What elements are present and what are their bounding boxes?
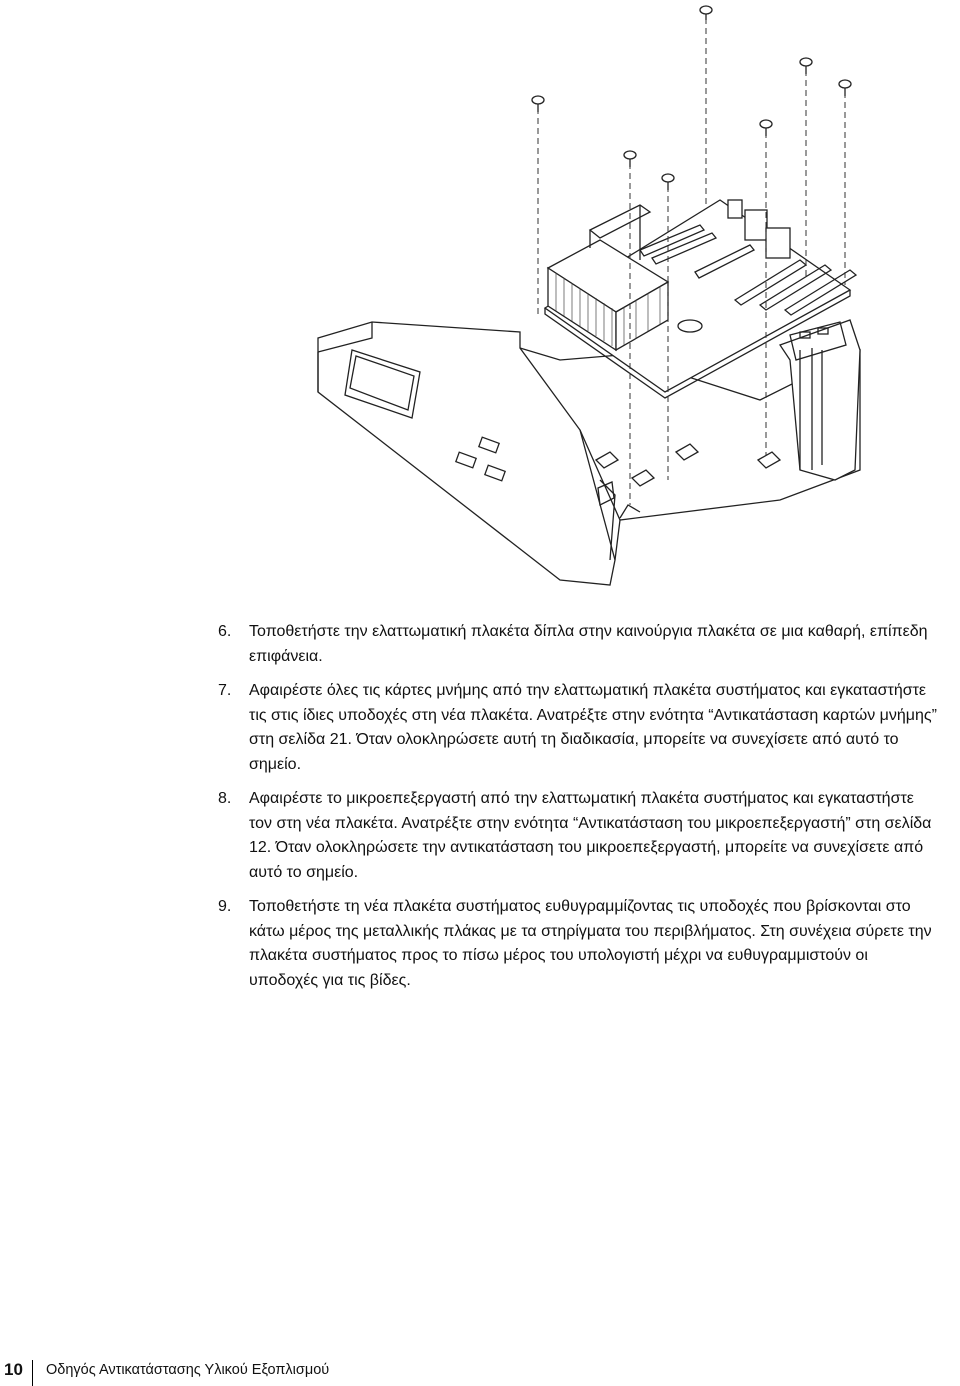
step-number: 8. [218,790,232,807]
step-number: 7. [218,682,232,699]
step-text: Τοποθετήστε την ελαττωματική πλακέτα δίπλα στην καινούργια πλακέτα σε μια καθαρή, επίπεδη επιφάνεια. [249,623,928,665]
screw-icon [760,120,772,136]
step-7 [218,679,938,777]
screw-icon [700,6,712,20]
procedure-steps [218,620,938,1003]
screw-icon [662,174,674,190]
book-title: Οδηγός Αντικατάστασης Υλικού Εξοπλισμού [46,1362,330,1378]
step-text: Τοποθετήστε τη νέα πλακέτα συστήματος ευθυγραμμίζοντας τις υποδοχές που βρίσκονται στο κάτω μέρος της μεταλλικής πλάκας με τα στηρίγματα του περιβλήματος. Στη συνέχεια σύρετε την πλακέτα συστήματος προς το πίσω μέρος του υπολογιστή μέχρι να ευθυγραμμιστούν οι υποδοχές για τις βίδες. [249,898,932,989]
step-9 [218,895,938,993]
screw-icon [532,96,544,112]
chassis-icon [318,320,860,585]
step-8 [218,787,938,885]
step-number: 6. [218,623,232,640]
step-number: 9. [218,898,232,915]
screw-icon [800,58,812,74]
system-board-illustration [300,0,960,600]
step-text: Αφαιρέστε όλες τις κάρτες μνήμης από την ελαττωματική πλακέτα συστήματος και εγκαταστήστε τις στις ίδιες υποδοχές στη νέα πλακέτα. Ανατρέξτε στην ενότητα “Αντικατάσταση καρτών μνήμης” στη σελίδα 21. Όταν ολοκληρώσετε αυτή τη διαδικασία, μπορείτε να συνεχίσετε από αυτό το σημείο. [249,682,937,773]
screw-icon [839,80,851,96]
step-6 [218,620,938,669]
footer-divider [32,1360,33,1386]
page-number: 10 [4,1360,23,1379]
screw-icon [624,151,636,167]
step-text: Αφαιρέστε το μικροεπεξεργαστή από την ελαττωματική πλακέτα συστήματος και εγκαταστήστε τον στη νέα πλακέτα. Ανατρέξτε στην ενότητα “Αντικατάσταση του μικροεπεξεργαστή” στη σελίδα 12. Όταν ολοκληρώσετε την αντικατάσταση του μικροεπεξεργαστή, μπορείτε να συνεχίσετε από αυτό το σημείο. [249,790,932,881]
page-footer [0,1360,960,1386]
